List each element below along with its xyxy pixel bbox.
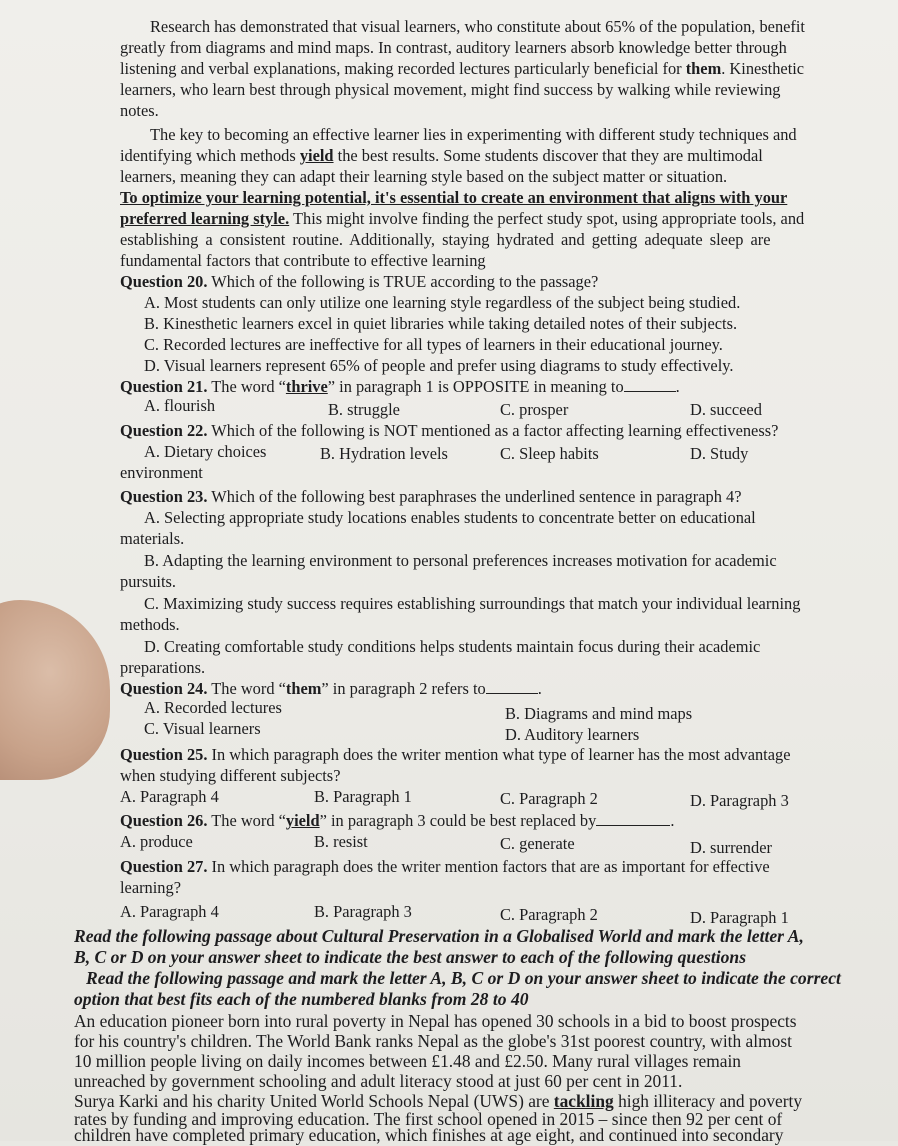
thumb-photo: [0, 600, 110, 780]
option-21a[interactable]: A. flourish: [144, 396, 216, 415]
answer-blank: [624, 391, 676, 392]
underlined-word: yield: [299, 146, 334, 165]
passage-line: for his country's children. The World Bank ranks Nepal as the globe's 31st poorest country, with almost: [74, 1031, 792, 1051]
option-25b[interactable]: B. Paragraph 1: [314, 787, 412, 806]
option-20d[interactable]: D. Visual learners represent 65% of people and prefer using diagrams to study effectively.: [144, 356, 734, 375]
option-22d[interactable]: D. Study: [690, 444, 749, 463]
passage-line: notes.: [120, 101, 159, 120]
passage-line: The key to becoming an effective learner lies in experimenting with different study techniques and: [150, 125, 797, 144]
passage-line: learners, meaning they can adapt their learning style based on the subject matter or situation.: [120, 167, 728, 186]
section-instruction: Read the following passage about Cultural Preservation in a Globalised World and mark the letter A,: [74, 926, 804, 946]
passage-line: Surya Karki and his charity United World Schools Nepal (UWS) are tackling high illiteracy and poverty: [74, 1091, 803, 1111]
option-22b[interactable]: B. Hydration levels: [320, 444, 448, 463]
passage-line: learners, who learn best through physical movement, might find success by walking while reviewing: [120, 80, 781, 99]
option-23a-cont: materials.: [120, 529, 185, 548]
option-22d-cont: environment: [120, 463, 203, 482]
passage-line: identifying which methods yield the best results. Some students discover that they are multimodal: [120, 146, 763, 165]
option-25a[interactable]: A. Paragraph 4: [120, 787, 219, 806]
option-21d[interactable]: D. succeed: [690, 400, 762, 419]
passage-line: 10 million people living on daily incomes between £1.48 and £2.50. Many rural villages remain: [74, 1051, 741, 1071]
option-27a[interactable]: A. Paragraph 4: [120, 902, 219, 921]
option-23a[interactable]: A. Selecting appropriate study locations enables students to concentrate better on educational: [144, 508, 756, 527]
option-23c[interactable]: C. Maximizing study success requires establishing surroundings that match your individual learning: [144, 594, 801, 613]
referent-word: them: [685, 59, 722, 78]
option-21c[interactable]: C. prosper: [500, 400, 569, 419]
option-20b[interactable]: B. Kinesthetic learners excel in quiet libraries while taking detailed notes of their subjects.: [144, 314, 738, 333]
passage-line: fundamental factors that contribute to effective learning: [120, 251, 486, 270]
passage-line: greatly from diagrams and mind maps. In contrast, auditory learners absorb knowledge better through: [120, 38, 787, 57]
option-24b[interactable]: B. Diagrams and mind maps: [505, 704, 693, 723]
option-20a[interactable]: A. Most students can only utilize one learning style regardless of the subject being studied.: [144, 293, 741, 312]
option-26a[interactable]: A. produce: [120, 832, 193, 851]
option-24a[interactable]: A. Recorded lectures: [144, 698, 282, 717]
answer-blank: [596, 825, 670, 826]
passage-line: establishing a consistent routine. Additionally, staying hydrated and getting adequate sleep are: [120, 230, 771, 249]
option-23b[interactable]: B. Adapting the learning environment to personal preferences increases motivation for academic: [144, 551, 777, 570]
passage-line: unreached by government schooling and adult literacy stood at just 60 per cent in 2011.: [74, 1071, 683, 1091]
question-25-cont: when studying different subjects?: [120, 766, 341, 785]
question-27: Question 27. In which paragraph does the writer mention factors that are as important for effective: [120, 857, 770, 876]
underlined-sentence: To optimize your learning potential, it's essential to create an environment that aligns with your: [120, 188, 788, 207]
question-23: Question 23. Which of the following best paraphrases the underlined sentence in paragraph 4?: [120, 487, 742, 506]
passage-line: An education pioneer born into rural poverty in Nepal has opened 30 schools in a bid to boost prospects: [74, 1011, 797, 1031]
section-instruction: option that best fits each of the numbered blanks from 28 to 40: [74, 989, 529, 1009]
option-25c[interactable]: C. Paragraph 2: [500, 789, 598, 808]
option-26d[interactable]: D. surrender: [690, 838, 772, 857]
option-22c[interactable]: C. Sleep habits: [500, 444, 599, 463]
question-25: Question 25. In which paragraph does the writer mention what type of learner has the most advantage: [120, 745, 791, 764]
option-24c[interactable]: C. Visual learners: [144, 719, 261, 738]
question-26: Question 26. The word “yield” in paragraph 3 could be best replaced by .: [120, 811, 675, 830]
question-27-cont: learning?: [120, 878, 181, 897]
section-instruction: Read the following passage and mark the letter A, B, C or D on your answer sheet to indicate the correct: [86, 968, 841, 988]
passage-line: preferred learning style. This might involve finding the perfect study spot, using appropriate tools, and: [120, 209, 805, 228]
option-27b[interactable]: B. Paragraph 3: [314, 902, 412, 921]
option-27c[interactable]: C. Paragraph 2: [500, 905, 598, 924]
option-24d[interactable]: D. Auditory learners: [505, 725, 640, 744]
option-27d[interactable]: D. Paragraph 1: [690, 908, 789, 927]
section-instruction: B, C or D on your answer sheet to indicate the best answer to each of the following questions: [74, 947, 747, 967]
answer-blank: [486, 693, 538, 694]
option-23c-cont: methods.: [120, 615, 180, 634]
question-20: Question 20. Which of the following is TRUE according to the passage?: [120, 272, 599, 291]
option-20c[interactable]: C. Recorded lectures are ineffective for all types of learners in their educational journey.: [144, 335, 723, 354]
option-23d-cont: preparations.: [120, 658, 206, 677]
option-22a[interactable]: A. Dietary choices: [144, 442, 267, 461]
option-26c[interactable]: C. generate: [500, 834, 575, 853]
passage-line: children have completed primary education, which finishes at age eight, and continued into secondary: [74, 1125, 784, 1145]
option-25d[interactable]: D. Paragraph 3: [690, 791, 789, 810]
option-23b-cont: pursuits.: [120, 572, 177, 591]
option-21b[interactable]: B. struggle: [328, 400, 400, 419]
question-24: Question 24. The word “them” in paragraph 2 refers to .: [120, 679, 542, 698]
question-22: Question 22. Which of the following is NOT mentioned as a factor affecting learning effectiveness?: [120, 421, 779, 440]
passage-line: Research has demonstrated that visual learners, who constitute about 65% of the population, benefit: [150, 17, 805, 36]
option-26b[interactable]: B. resist: [314, 832, 368, 851]
underlined-word: tackling: [553, 1091, 614, 1111]
passage-line: listening and verbal explanations, making recorded lectures particularly beneficial for them. Kinesthetic: [120, 59, 805, 78]
question-21: Question 21. The word “thrive” in paragraph 1 is OPPOSITE in meaning to .: [120, 377, 680, 396]
passage-line: rates by funding and improving education. The first school opened in 2015 – since then 92 per cent of: [74, 1109, 783, 1129]
option-23d[interactable]: D. Creating comfortable study conditions helps students maintain focus during their academic: [144, 637, 761, 656]
